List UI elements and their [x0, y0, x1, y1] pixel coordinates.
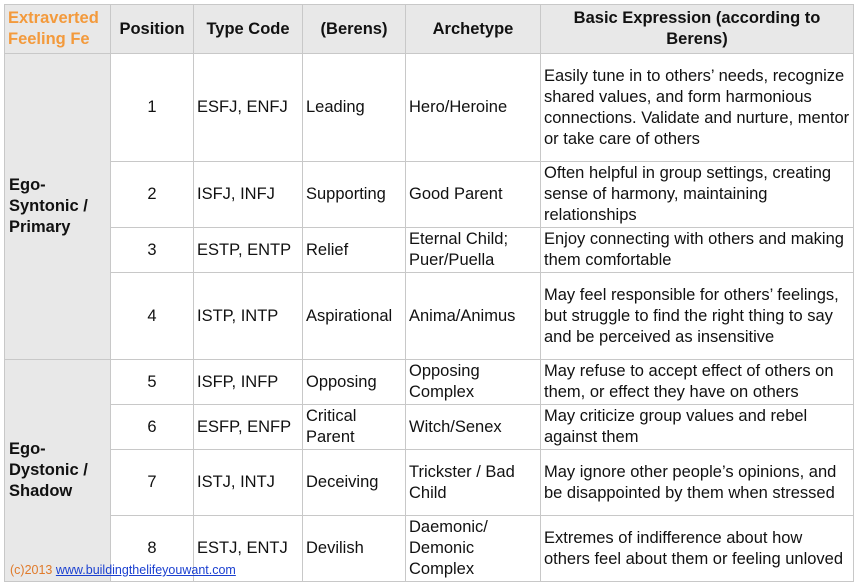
- header-archetype: Archetype: [406, 5, 541, 54]
- archetype-cell: Anima/Animus: [406, 273, 541, 360]
- table-row: [5, 273, 854, 360]
- berens-cell: Deceiving: [303, 450, 406, 516]
- header-berens: (Berens): [303, 5, 406, 54]
- position-cell: 6: [111, 405, 194, 450]
- table-row: [5, 405, 854, 450]
- berens-cell: Relief: [303, 228, 406, 273]
- expression-cell: Easily tune in to others’ needs, recognize shared values, and form harmonious connections. Validate and nurture, mentor or take care of others: [541, 54, 854, 162]
- table-row: [5, 228, 854, 273]
- type-code-cell: ISFP, INFP: [194, 360, 303, 405]
- position-cell: 1: [111, 54, 194, 162]
- archetype-cell: Trickster / Bad Child: [406, 450, 541, 516]
- header-type-code: Type Code: [194, 5, 303, 54]
- type-code-cell: ESFP, ENFP: [194, 405, 303, 450]
- berens-cell: Aspirational: [303, 273, 406, 360]
- copyright-footer: [10, 563, 236, 577]
- type-code-cell: ESTJ, ENTJ: [194, 516, 303, 582]
- expression-cell: May ignore other people’s opinions, and be disappointed by them when stressed: [541, 450, 854, 516]
- archetype-cell: Daemonic/ Demonic Complex: [406, 516, 541, 582]
- archetype-cell: Hero/Heroine: [406, 54, 541, 162]
- group-ego-dystonic: Ego-Dystonic / Shadow: [5, 360, 111, 582]
- type-code-cell: ISFJ, INFJ: [194, 162, 303, 228]
- berens-cell: Leading: [303, 54, 406, 162]
- position-cell: 3: [111, 228, 194, 273]
- type-code-cell: ISTP, INTP: [194, 273, 303, 360]
- archetype-cell: Witch/Senex: [406, 405, 541, 450]
- berens-cell: Opposing: [303, 360, 406, 405]
- expression-cell: May refuse to accept effect of others on them, or effect they have on others: [541, 360, 854, 405]
- type-code-cell: ESFJ, ENFJ: [194, 54, 303, 162]
- position-cell: 4: [111, 273, 194, 360]
- expression-cell: Often helpful in group settings, creating sense of harmony, maintaining relationships: [541, 162, 854, 228]
- table-row: [5, 450, 854, 516]
- archetype-cell: Opposing Complex: [406, 360, 541, 405]
- position-cell: 2: [111, 162, 194, 228]
- expression-cell: May feel responsible for others’ feelings, but struggle to find the right thing to say and be perceived as insensitive: [541, 273, 854, 360]
- berens-cell: Devilish: [303, 516, 406, 582]
- berens-cell: Critical Parent: [303, 405, 406, 450]
- archetype-cell: Good Parent: [406, 162, 541, 228]
- functions-table: [4, 4, 854, 582]
- position-cell: 5: [111, 360, 194, 405]
- type-code-cell: ESTP, ENTP: [194, 228, 303, 273]
- group-ego-syntonic: Ego-Syntonic / Primary: [5, 54, 111, 360]
- expression-cell: Extremes of indifference about how others feel about them or feeling unloved: [541, 516, 854, 582]
- header-basic-expression: Basic Expression (according to Berens): [541, 5, 854, 54]
- website-link[interactable]: www.buildingthelifeyouwant.com: [55, 563, 236, 577]
- table-row: [5, 360, 854, 405]
- header-position: Position: [111, 5, 194, 54]
- berens-cell: Supporting: [303, 162, 406, 228]
- position-cell: 7: [111, 450, 194, 516]
- copyright-text: (c)2013: [10, 563, 53, 577]
- table-row: [5, 162, 854, 228]
- position-cell: 8: [111, 516, 194, 582]
- expression-cell: Enjoy connecting with others and making them comfortable: [541, 228, 854, 273]
- archetype-cell: Eternal Child; Puer/Puella: [406, 228, 541, 273]
- header-function-title: Extraverted Feeling Fe: [5, 5, 111, 54]
- expression-cell: May criticize group values and rebel against them: [541, 405, 854, 450]
- type-code-cell: ISTJ, INTJ: [194, 450, 303, 516]
- table-row: [5, 54, 854, 162]
